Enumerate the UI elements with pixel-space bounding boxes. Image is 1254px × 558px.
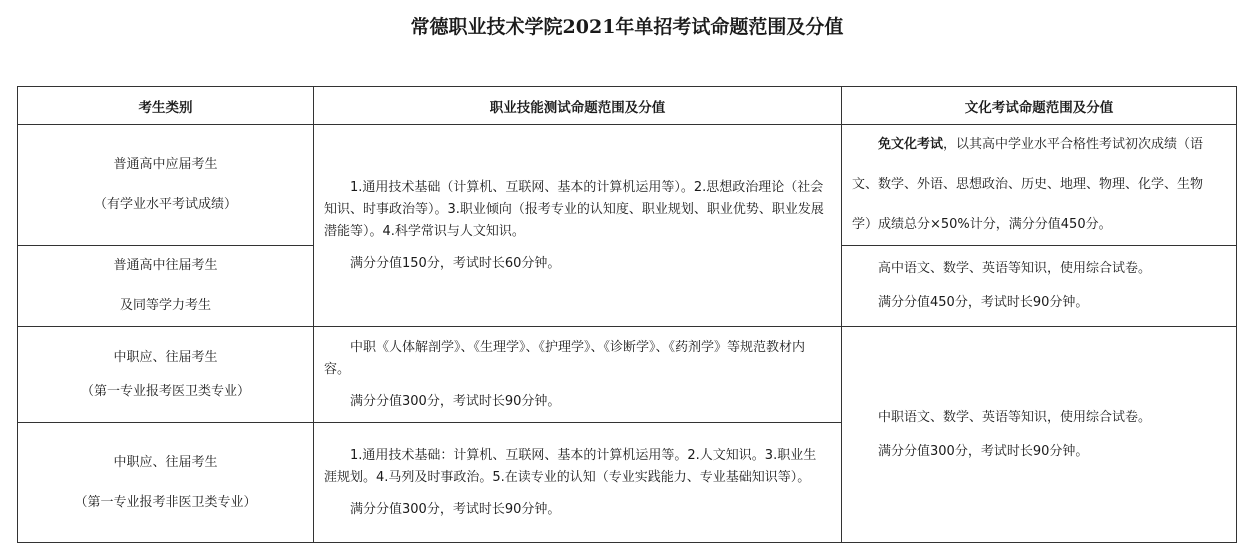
vocational-cell	[314, 423, 842, 543]
category-note: （第一专业报考非医卫类专业）	[74, 494, 257, 510]
table-row	[18, 125, 1237, 246]
category-cell	[18, 125, 314, 246]
vocational-score: 满分分值300分，考试时长90分钟。	[350, 501, 561, 517]
category-name: 中职应、往届考生	[113, 454, 218, 470]
table-row	[18, 327, 1237, 423]
cultural-content: 高中语文、数学、英语等知识，使用综合试卷。	[878, 261, 1152, 276]
cultural-content	[852, 125, 1222, 245]
cultural-cell	[842, 246, 1237, 327]
cultural-cell	[842, 125, 1237, 246]
vocational-cell	[314, 327, 842, 423]
category-name: 中职应、往届考生	[113, 349, 218, 365]
cultural-score: 满分分值450分，考试时长90分钟。	[878, 295, 1089, 310]
vocational-score: 满分分值300分，考试时长90分钟。	[350, 393, 561, 409]
header-vocational: 职业技能测试命题范围及分值	[314, 87, 842, 125]
exam-scope-table	[17, 86, 1237, 543]
cultural-score: 满分分值300分，考试时长90分钟。	[878, 443, 1089, 459]
cultural-content: 中职语文、数学、英语等知识，使用综合试卷。	[878, 409, 1152, 425]
page-title: 常德职业技术学院2021年单招考试命题范围及分值	[410, 16, 844, 38]
category-name: 普通高中应届考生	[113, 157, 218, 172]
vocational-content: 1.通用技术基础（计算机、互联网、基本的计算机运用等）。2.思想政治理论（社会知识、时事政治等）。3.职业倾向（报考专业的认知度、职业规划、职业优势、职业发展潜能等）。4.科学常识与人文知识。	[324, 179, 824, 239]
vocational-content: 中职《人体解剖学》、《生理学》、《护理学》、《诊断学》、《药剂学》等规范教材内容。	[324, 339, 806, 377]
vocational-cell	[314, 125, 842, 327]
category-name: 普通高中往届考生	[113, 258, 218, 273]
category-note: 及同等学力考生	[119, 298, 211, 313]
table-header-row	[18, 87, 1237, 125]
header-cultural: 文化考试命题范围及分值	[842, 87, 1237, 125]
vocational-score: 满分分值150分，考试时长60分钟。	[350, 255, 561, 271]
category-cell	[18, 423, 314, 543]
category-note: （有学业水平考试成绩）	[93, 197, 237, 212]
category-cell	[18, 246, 314, 327]
vocational-content: 1.通用技术基础：计算机、互联网、基本的计算机运用等。2.人文知识。3.职业生涯规划。4.马列及时事政治。5.在读专业的认知（专业实践能力、专业基础知识等）。	[324, 447, 817, 485]
cultural-cell	[842, 327, 1237, 543]
category-cell	[18, 327, 314, 423]
header-category: 考生类别	[18, 87, 314, 125]
cultural-bold: 免文化考试	[878, 137, 944, 152]
category-note: （第一专业报考医卫类专业）	[80, 383, 250, 399]
cultural-text: ，以其高中学业水平合格性考试初次成绩（语文、数学、外语、思想政治、历史、地理、物理、化学、生物学）成绩总分×50%计分，满分分值450分。	[852, 137, 1204, 232]
